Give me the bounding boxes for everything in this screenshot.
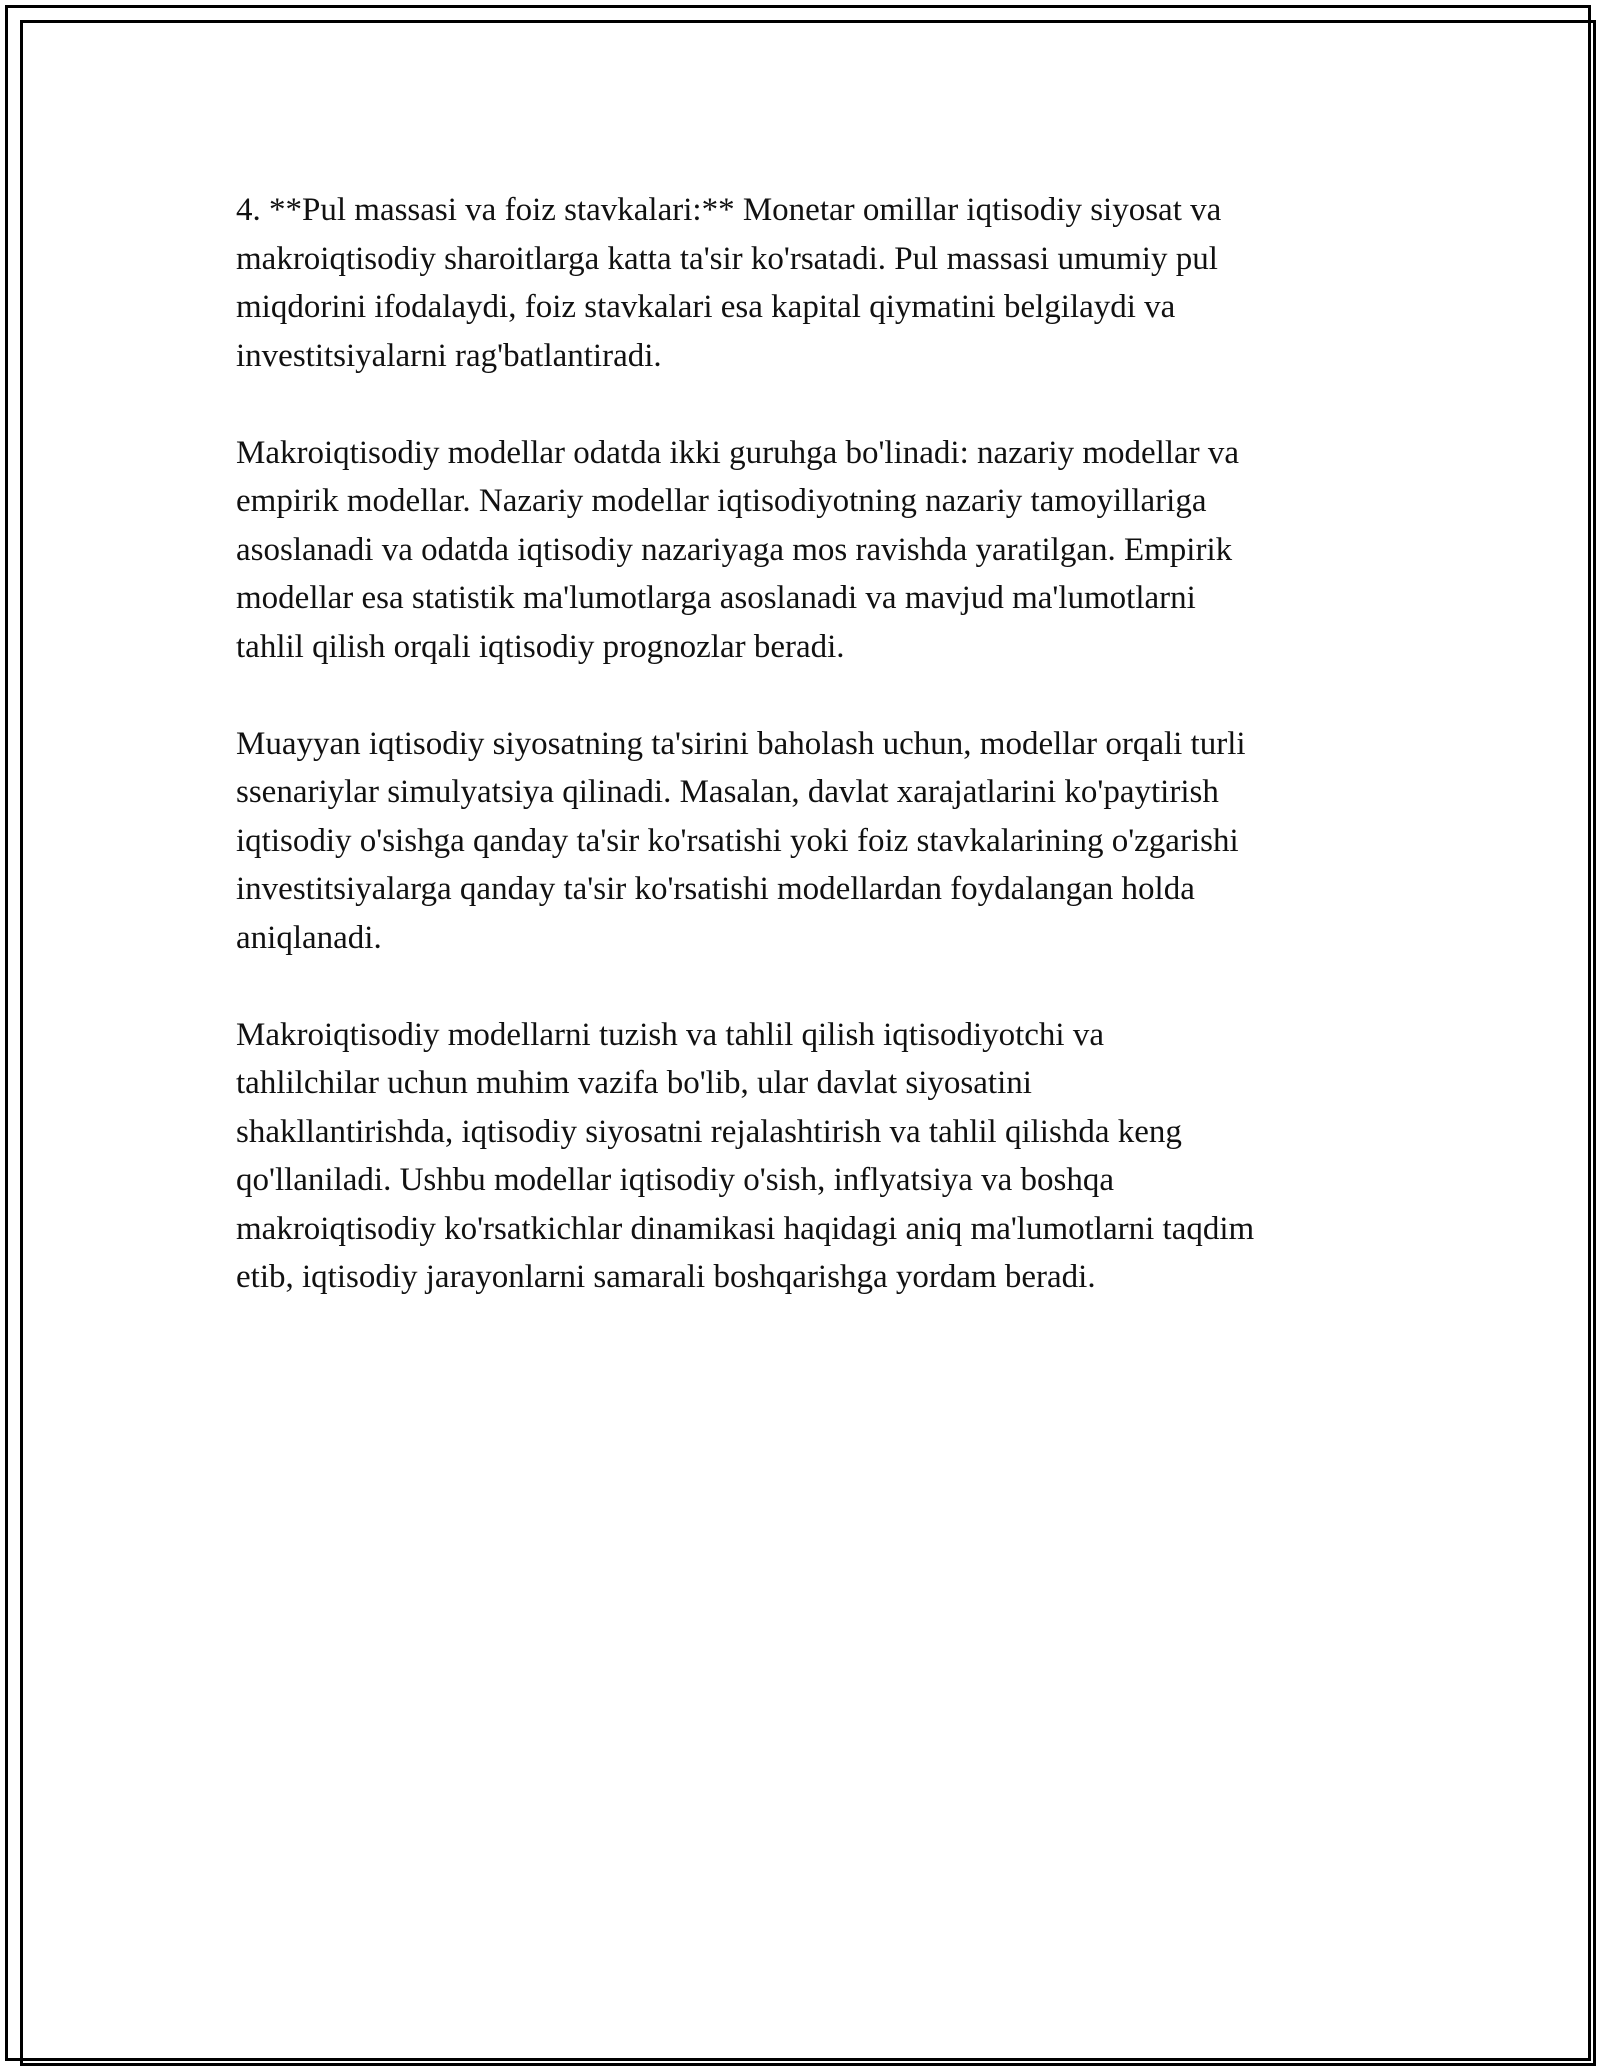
text-line: qo'llaniladi. Ushbu modellar iqtisodiy o'sish, inflyatsiya va boshqa xyxy=(236,1162,1115,1198)
text-line: miqdorini ifodalaydi, foiz stavkalari esa kapital qiymatini belgilaydi va xyxy=(236,289,1176,325)
text-line: Makroiqtisodiy modellar odatda ikki guruhga bo'linadi: nazariy modellar va xyxy=(236,434,1240,471)
text-line: iqtisodiy o'sishga qanday ta'sir ko'rsatishi yoki foiz stavkalarining o'zgarishi xyxy=(236,822,1239,859)
text-line: shakllantirishda, iqtisodiy siyosatni rejalashtirish va tahlil qilishda keng xyxy=(236,1113,1182,1150)
text-line: tahlilchilar uchun muhim vazifa bo'lib, ular davlat siyosatini xyxy=(236,1065,1032,1101)
paragraph-policy-simulation xyxy=(236,720,1396,963)
paragraph-model-importance xyxy=(236,1011,1396,1302)
text-line: asoslanadi va odatda iqtisodiy nazariyaga mos ravishda yaratilgan. Empirik xyxy=(236,531,1233,568)
text-line: empirik modellar. Nazariy modellar iqtisodiyotning nazariy tamoyillariga xyxy=(236,483,1207,519)
text-line: tahlil qilish orqali iqtisodiy prognozlar beradi. xyxy=(236,628,845,665)
text-line: modellar esa statistik ma'lumotlarga asoslanadi va mavjud ma'lumotlarni xyxy=(236,580,1196,616)
text-line: ssenariylar simulyatsiya qilinadi. Masalan, davlat xarajatlarini ko'paytirish xyxy=(236,774,1219,810)
text-line: investitsiyalarni rag'batlantiradi. xyxy=(236,337,662,374)
document-body xyxy=(236,186,1396,1350)
text-line: 4. **Pul massasi va foiz stavkalari:** Monetar omillar iqtisodiy siyosat va xyxy=(236,192,1222,228)
text-line: aniqlanadi. xyxy=(236,919,382,956)
text-line: Makroiqtisodiy modellarni tuzish va tahlil qilish iqtisodiyotchi va xyxy=(236,1016,1104,1053)
text-line: makroiqtisodiy ko'rsatkichlar dinamikasi haqidagi aniq ma'lumotlarni taqdim xyxy=(236,1210,1255,1247)
paragraph-model-types xyxy=(236,429,1396,672)
paragraph-monetary-factors xyxy=(236,186,1396,380)
text-line: investitsiyalarga qanday ta'sir ko'rsatishi modellardan foydalangan holda xyxy=(236,871,1195,907)
text-line: makroiqtisodiy sharoitlarga katta ta'sir ko'rsatadi. Pul massasi umumiy pul xyxy=(236,240,1218,277)
text-line: etib, iqtisodiy jarayonlarni samarali boshqarishga yordam beradi. xyxy=(236,1259,1096,1295)
text-line: Muayyan iqtisodiy siyosatning ta'sirini baholash uchun, modellar orqali turli xyxy=(236,725,1246,762)
